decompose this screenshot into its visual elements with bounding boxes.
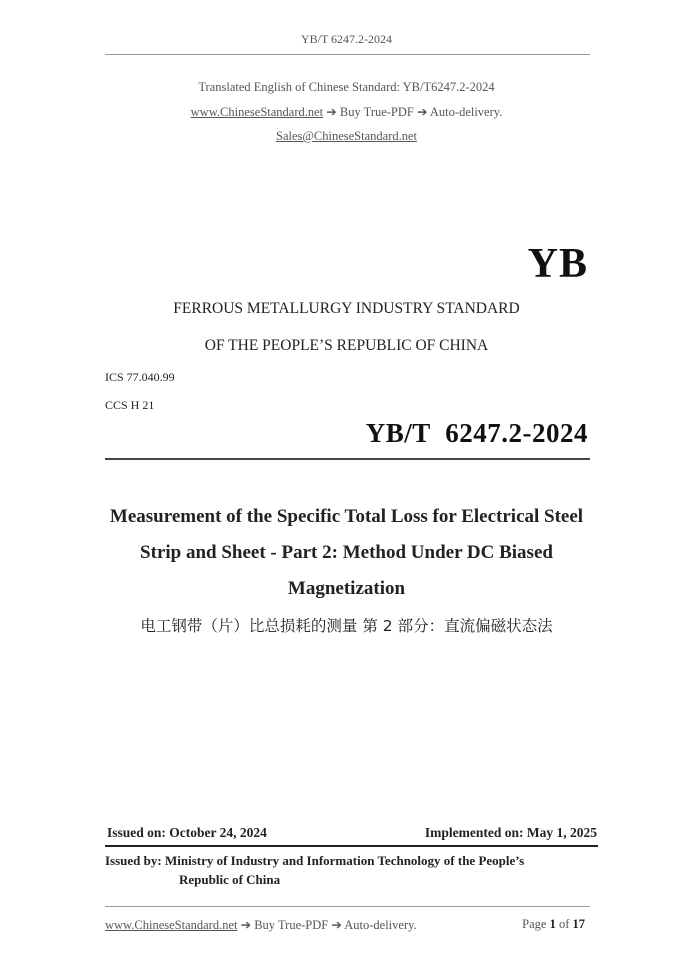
org-line-1: FERROUS METALLURGY INDUSTRY STANDARD [173,300,520,317]
page-indicator [522,917,585,932]
org-line-2: OF THE PEOPLE’S REPUBLIC OF CHINA [204,337,489,354]
page-total: 17 [572,917,585,931]
title-en-line-2: Strip and Sheet - Part 2: Method Under DC Biased [140,542,553,563]
issued-by-block [105,851,590,889]
ics-code: ICS 77.040.99 [105,370,175,384]
promo-line: Translated English of Chinese Standard: YB/T6247.2-2024 [198,80,495,94]
page-current: 1 [549,917,556,931]
promo-buy-text: ➔ Buy True-PDF ➔ Auto-delivery. [326,105,503,119]
ccs-code: CCS H 21 [105,398,155,412]
footer-site-link[interactable]: www.ChineseStandard.net [105,918,238,932]
title-en-line-1: Measurement of the Specific Total Loss for Electrical Steel [109,506,584,527]
implemented-on-date: Implemented on: May 1, 2025 [424,825,597,840]
dates-rule [105,845,598,847]
promo-email-line [0,129,693,144]
category-code: YB [527,241,588,287]
promo-email-link[interactable]: Sales@ChineseStandard.net [276,129,417,143]
footer-promo [105,917,417,933]
header-rule [105,54,590,55]
promo-buy-line [0,104,693,120]
promo-site-link[interactable]: www.ChineseStandard.net [190,105,324,119]
issued-by-line-2: Republic of China [179,872,281,887]
issued-by-label: Issued by: [105,853,162,868]
footer-rule [105,906,590,907]
of-word: of [558,917,570,931]
title-cn: 电工钢带（片）比总损耗的测量 第 2 部分：直流偏磁状态法 [140,617,553,635]
standard-number-rule [105,458,590,460]
title-en-line-3: Magnetization [287,578,406,599]
page-word: Page [522,917,547,931]
standard-number: YB/T 6247.2-2024 [365,418,588,448]
footer-buy-text: ➔ Buy True-PDF ➔ Auto-delivery. [240,918,417,932]
issued-by-line-1: Ministry of Industry and Information Technology of the People’s [164,853,525,868]
running-header: YB/T 6247.2-2024 [300,32,393,46]
issued-on-date: Issued on: October 24, 2024 [107,825,267,840]
